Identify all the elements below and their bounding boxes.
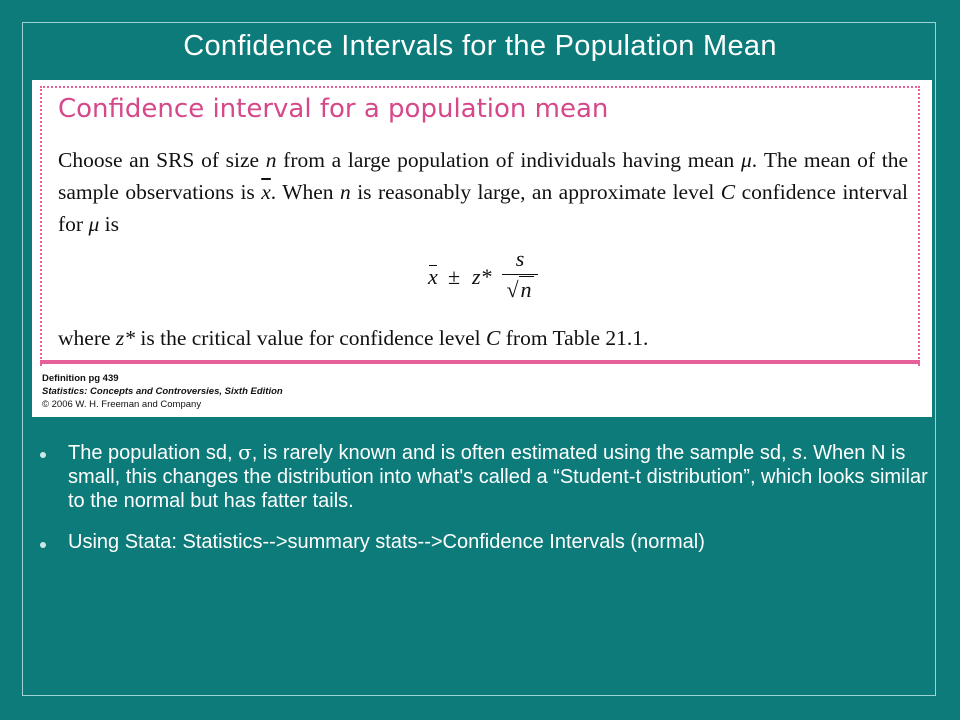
math-n: n bbox=[265, 148, 277, 172]
math-xbar: $\overline{x}$ bbox=[261, 180, 271, 204]
definition-text: where bbox=[58, 326, 116, 350]
math-n: n bbox=[340, 180, 351, 204]
bullet-list bbox=[40, 440, 930, 571]
bullet-text: The population sd, bbox=[68, 442, 239, 464]
slide-title: Confidence Intervals for the Population Mean bbox=[183, 30, 777, 62]
sqrt-icon: √ bbox=[506, 277, 519, 302]
math-mu: μ bbox=[740, 148, 752, 172]
definition-image bbox=[32, 80, 932, 417]
bullet-item bbox=[40, 440, 930, 513]
definition-text: from a large population of individuals having mean bbox=[276, 148, 741, 172]
credit-line: © 2006 W. H. Freeman and Company bbox=[42, 399, 202, 410]
definition-text: is reasonably large, an approximate level bbox=[350, 180, 721, 204]
math-C: C bbox=[486, 326, 501, 350]
bullet-text: , is rarely known and is often estimated using the sample sd, bbox=[251, 442, 793, 464]
bullet-dot-icon bbox=[40, 542, 46, 548]
definition-heading: Confidence interval for a population mean bbox=[58, 94, 609, 124]
math-zstar: z* bbox=[115, 326, 136, 350]
definition-text: is the critical value for confidence level bbox=[135, 326, 487, 350]
bullet-text: . When N is small, this changes the distribution into what's called a “Student-t distribution”, which looks similar to the normal but has fatter tails. bbox=[68, 442, 928, 512]
formula-zstar: z* bbox=[472, 264, 492, 289]
bullet-text: Using Stata: Statistics-->summary stats-->Confidence Intervals (normal) bbox=[68, 531, 705, 553]
fraction-bar bbox=[502, 274, 538, 275]
definition-where bbox=[58, 326, 648, 351]
definition-credit bbox=[42, 372, 283, 411]
definition-body bbox=[58, 144, 908, 240]
formula-fraction bbox=[502, 246, 538, 303]
definition-text: . The mean of the sample observations is bbox=[58, 148, 908, 204]
definition-text: is bbox=[99, 212, 119, 236]
bullet-item bbox=[40, 530, 930, 554]
definition-text: . When bbox=[270, 180, 340, 204]
definition-text: confidence interval for bbox=[58, 180, 908, 236]
math-mu: μ bbox=[88, 212, 100, 236]
credit-line: Statistics: Concepts and Controversies, Sixth Edition bbox=[42, 386, 283, 397]
definition-text: from Table 21.1. bbox=[500, 326, 649, 350]
formula-plus-minus: ± bbox=[448, 264, 461, 289]
sigma-symbol: σ bbox=[238, 440, 252, 464]
math-C: C bbox=[720, 180, 736, 204]
formula-xbar: x bbox=[428, 264, 438, 289]
formula-n: n bbox=[520, 277, 532, 302]
formula-denominator bbox=[502, 277, 538, 303]
bullet-dot-icon bbox=[40, 452, 46, 458]
definition-text: Choose an SRS of size bbox=[58, 148, 266, 172]
definition-box-bottom-bar bbox=[40, 360, 920, 364]
formula-numerator: s bbox=[515, 246, 525, 271]
bullet-text-s: s bbox=[792, 442, 803, 464]
credit-line: Definition pg 439 bbox=[42, 373, 119, 384]
